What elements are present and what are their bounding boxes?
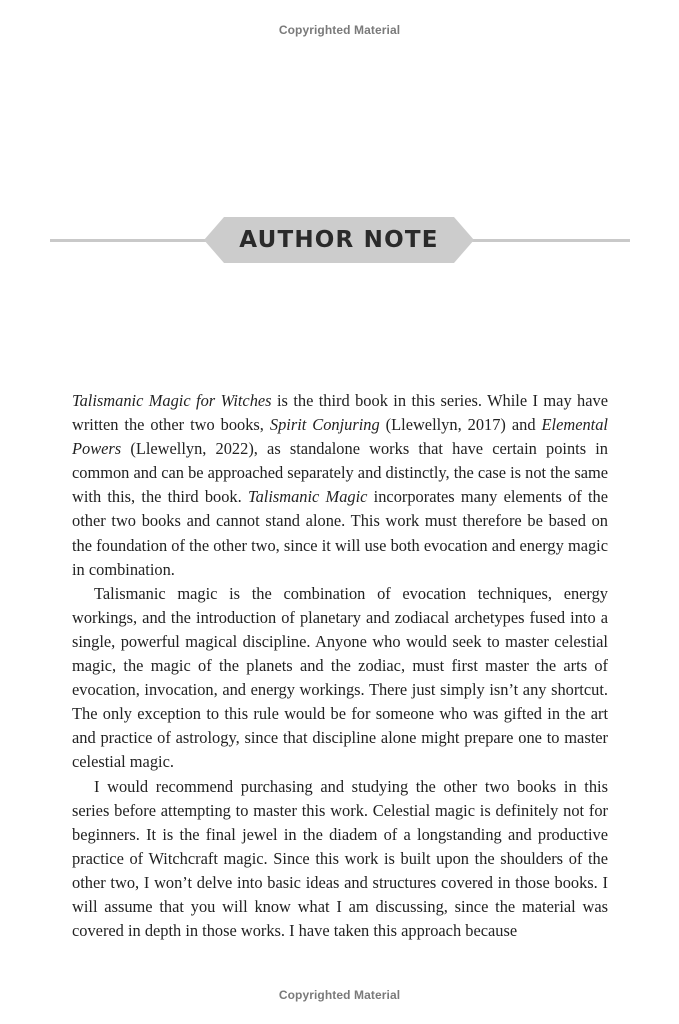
italic-title-text: Elemental Powers — [72, 415, 608, 459]
paragraph — [72, 389, 608, 582]
header-copyright-notice: Copyrighted Material — [278, 23, 401, 37]
paragraph-text: is the third book in this series. While I may have written the other two books, — [72, 391, 608, 435]
chapter-title: AUTHOR NOTE — [239, 227, 439, 253]
chapter-heading — [50, 217, 630, 263]
paragraph-text: (Llewellyn, 2022), as standalone works that have certain points in common and can be approached separately and distinctly, the case is not the same with this, the third book. — [72, 439, 608, 507]
italic-title-text: Talismanic Magic for Witches — [72, 391, 272, 410]
footer-copyright-notice: Copyrighted Material — [278, 988, 401, 1002]
heading-banner — [204, 217, 474, 263]
paragraph-text: incorporates many elements of the other two books and cannot stand alone. This work must therefore be based on the foundation of the other two, since it will use both evocation and energy magic in combination. — [72, 487, 608, 579]
paragraph-text: Talismanic magic is the combination of evocation techniques, energy workings, and the introduction of planetary and zodiacal archetypes fused into a single, powerful magical discipline. Anyone who would seek to master celestial magic, the magic of the planets and the zodiac, must first master the arts of evocation, invocation, and energy workings. There just simply isn’t any shortcut. The only exception to this rule would be for someone who was gifted in the art and practice of astrology, since that discipline alone might prepare one to master celestial magic. — [72, 583, 608, 772]
italic-title-text: Spirit Conjuring — [269, 415, 380, 435]
paragraph-text: (Llewellyn, 2017) and — [379, 415, 542, 435]
paragraph — [72, 775, 608, 944]
italic-title-text: Talismanic Magic — [247, 487, 368, 507]
paragraph — [72, 582, 608, 775]
paragraph-text: I would recommend purchasing and studying the other two books in this series before attempting to master this work. Celestial magic is definitely not for beginners. It is the final jewel in the diadem of a longstanding and productive practice of Witchcraft magic. Since this work is built upon the shoulders of the other two, I won’t delve into basic ideas and structures covered in those books. I will assume that you will know what I am discussing, since the material was covered in depth in those works. I have taken this approach because — [72, 776, 608, 941]
body-text — [72, 389, 608, 943]
